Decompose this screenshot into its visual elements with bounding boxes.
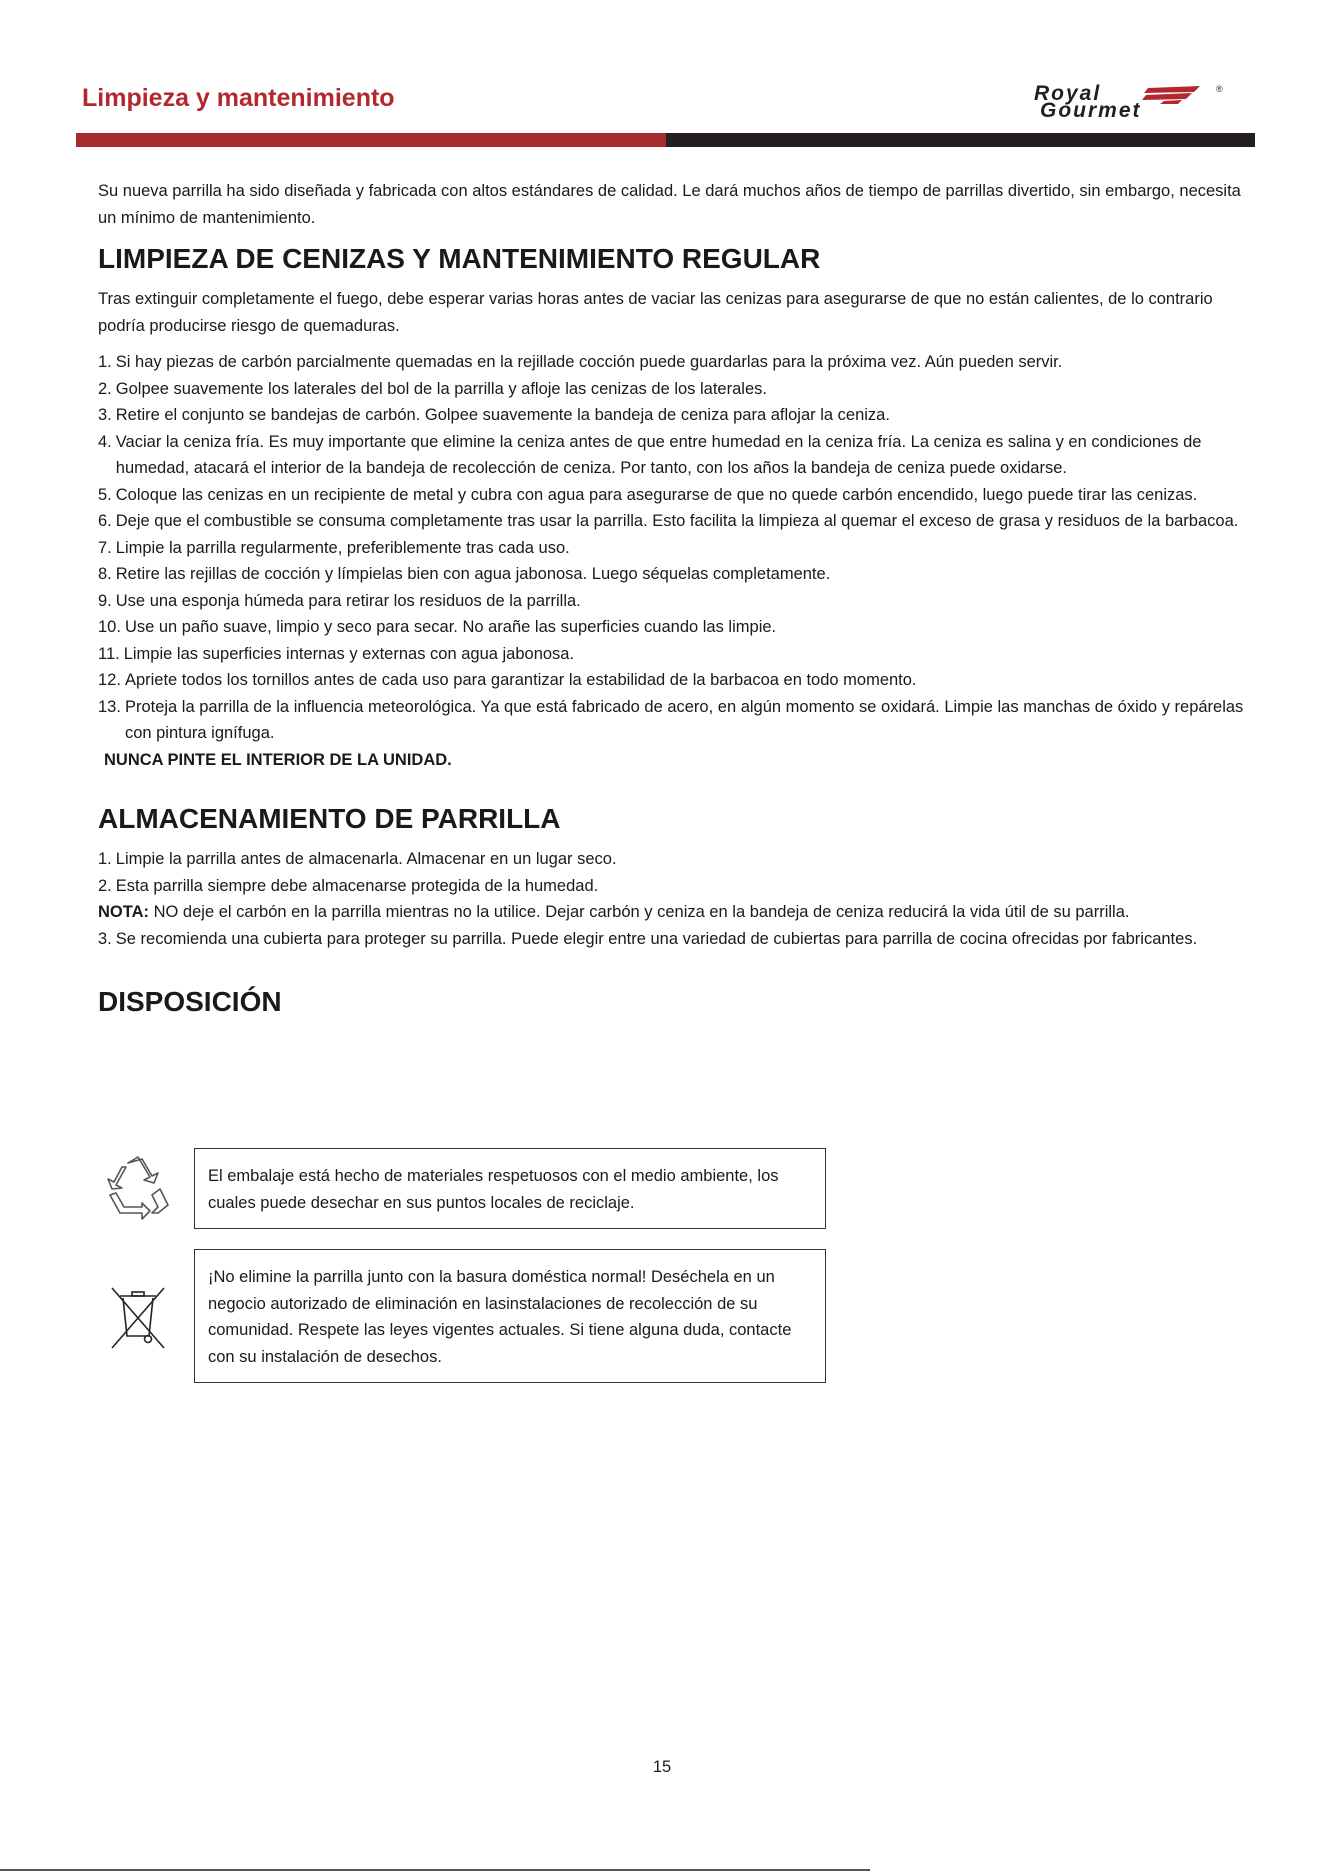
list-item — [98, 535, 1258, 562]
list-item — [98, 561, 1258, 588]
page-number: 15 — [652, 1758, 672, 1776]
list-number: 13. — [98, 697, 121, 716]
list-text: Vaciar la ceniza fría. Es muy importante que elimine la ceniza antes de que entre humedad en la ceniza fría. La ceniza es salina y en condiciones de humedad, atacará el interior de la bandeja de recolección de ceniza. Por tanto, con los años la bandeja de ceniza puede oxidarse. — [115, 432, 1202, 477]
disposal-recycle-row — [98, 1148, 826, 1229]
note-text: NO deje el carbón en la parrilla mientras no la utilice. Dejar carbón y ceniza en la bandeja de ceniza reducirá la vida útil de su parrilla. — [149, 903, 1130, 921]
list-text: Esta parrilla siempre debe almacenarse protegida de la humedad. — [115, 876, 599, 895]
disposal-grill-box: ¡No elimine la parrilla junto con la basura doméstica normal! Deséchela en un negocio autorizado de eliminación en lasinstalaciones de recolección de su comunidad. Respete las leyes vigentes actuales. Si tiene alguna duda, contacte con su instalación de desechos. — [194, 1249, 826, 1383]
page-header-title: Limpieza y mantenimiento — [82, 84, 395, 112]
list-item — [98, 482, 1258, 509]
list-number: 7. — [98, 538, 112, 557]
list-item — [98, 508, 1258, 535]
section-heading-cleaning: LIMPIEZA DE CENIZAS Y MANTENIMIENTO REGULAR — [98, 243, 821, 274]
list-number: 6. — [98, 512, 112, 530]
list-text: Apriete todos los tornillos antes de cada uso para garantizar la estabilidad de la barbacoa en todo momento. — [124, 671, 917, 689]
list-text: Limpie la parrilla regularmente, preferiblemente tras cada uso. — [115, 538, 570, 557]
list-text: Golpee suavemente los laterales del bol de la parrilla y afloje las cenizas de los laterales. — [115, 379, 767, 398]
list-item — [98, 667, 1258, 694]
list-item — [98, 376, 1258, 403]
list-item — [98, 429, 1258, 482]
list-number: 2. — [98, 379, 112, 398]
section-heading-disposal: DISPOSICIÓN — [98, 986, 282, 1017]
recycle-icon — [98, 1149, 178, 1229]
list-item — [98, 402, 1258, 429]
list-text: Proteja la parrilla de la influencia meteorológica. Ya que está fabricado de acero, en algún momento se oxidará. Limpie las manchas de óxido y repárelas con pintura ignífuga. — [124, 697, 1244, 742]
crossed-bin-icon — [98, 1276, 178, 1356]
list-item — [98, 588, 1258, 615]
list-number: 3. — [98, 929, 112, 948]
storage-note — [98, 899, 1258, 926]
logo-text-royal: Royal — [1034, 82, 1102, 105]
intro-paragraph: Su nueva parrilla ha sido diseñada y fabricada con altos estándares de calidad. Le dará muchos años de tiempo de parrillas divertido, sin embargo, necesita un mínimo de mantenimiento. — [98, 182, 1241, 227]
cleaning-steps-list — [98, 349, 1258, 747]
logo-text-gourmet: Gourmet — [1040, 99, 1142, 122]
list-number: 10. — [98, 618, 121, 636]
list-item — [98, 846, 1258, 873]
list-number: 8. — [98, 565, 112, 583]
list-number: 5. — [98, 485, 112, 504]
storage-list — [98, 846, 1258, 952]
header-bar-dark — [666, 133, 1255, 147]
list-item — [98, 873, 1258, 900]
list-number: 12. — [98, 671, 121, 689]
disposal-packaging-box: El embalaje está hecho de materiales respetuosos con el medio ambiente, los cuales puede desechar en sus puntos locales de reciclaje. — [194, 1148, 826, 1229]
list-item — [98, 641, 1258, 668]
list-number: 11. — [98, 644, 120, 663]
list-text: Si hay piezas de carbón parcialmente quemadas en la rejillade cocción puede guardarlas para la próxima vez. Aún pueden servir. — [115, 353, 1063, 371]
list-text: Limpie las superficies internas y externas con agua jabonosa. — [123, 644, 575, 663]
list-text: Retire el conjunto se bandejas de carbón. Golpee suavemente la bandeja de ceniza para aflojar la ceniza. — [115, 406, 890, 424]
list-text: Use una esponja húmeda para retirar los residuos de la parrilla. — [115, 591, 581, 610]
note-label: NOTA: — [98, 903, 150, 921]
registered-mark: ® — [1216, 84, 1223, 94]
list-number: 2. — [98, 876, 112, 895]
list-text: Retire las rejillas de cocción y límpielas bien con agua jabonosa. Luego séquelas completamente. — [115, 565, 831, 583]
list-item — [98, 694, 1258, 747]
logo-flag-icon — [1142, 86, 1200, 104]
list-text: Limpie la parrilla antes de almacenarla. Almacenar en un lugar seco. — [115, 850, 617, 868]
page-content — [98, 178, 1258, 1029]
list-number: 9. — [98, 591, 112, 610]
warning-text: NUNCA PINTE EL INTERIOR DE LA UNIDAD. — [104, 750, 452, 769]
bottom-rule — [0, 1869, 870, 1871]
list-item — [98, 349, 1258, 376]
list-text: Se recomienda una cubierta para proteger su parrilla. Puede elegir entre una variedad de cubiertas para parrilla de cocina ofrecidas por fabricantes. — [115, 929, 1198, 948]
header-bar-red — [76, 133, 666, 147]
list-item — [98, 614, 1258, 641]
list-item — [98, 926, 1258, 953]
list-number: 3. — [98, 406, 112, 424]
section-heading-storage: ALMACENAMIENTO DE PARRILLA — [98, 803, 561, 834]
list-number: 4. — [98, 432, 112, 451]
disposal-bin-row — [98, 1249, 826, 1383]
header-divider-bar — [76, 133, 1255, 147]
list-text: Coloque las cenizas en un recipiente de metal y cubra con agua para asegurarse de que no quede carbón encendido, luego puede tirar las cenizas. — [115, 485, 1198, 504]
list-number: 1. — [98, 850, 112, 868]
list-number: 1. — [98, 353, 112, 371]
royal-gourmet-logo — [1030, 84, 1230, 120]
section-cleaning-paragraph: Tras extinguir completamente el fuego, debe esperar varias horas antes de vaciar las cenizas para asegurarse de que no están calientes, de lo contrario podría producirse riesgo de quemaduras. — [98, 290, 1213, 335]
list-text: Use un paño suave, limpio y seco para secar. No arañe las superficies cuando las limpie. — [124, 618, 777, 636]
list-text: Deje que el combustible se consuma completamente tras usar la parrilla. Esto facilita la limpieza al quemar el exceso de grasa y residuos de la barbacoa. — [115, 512, 1239, 530]
